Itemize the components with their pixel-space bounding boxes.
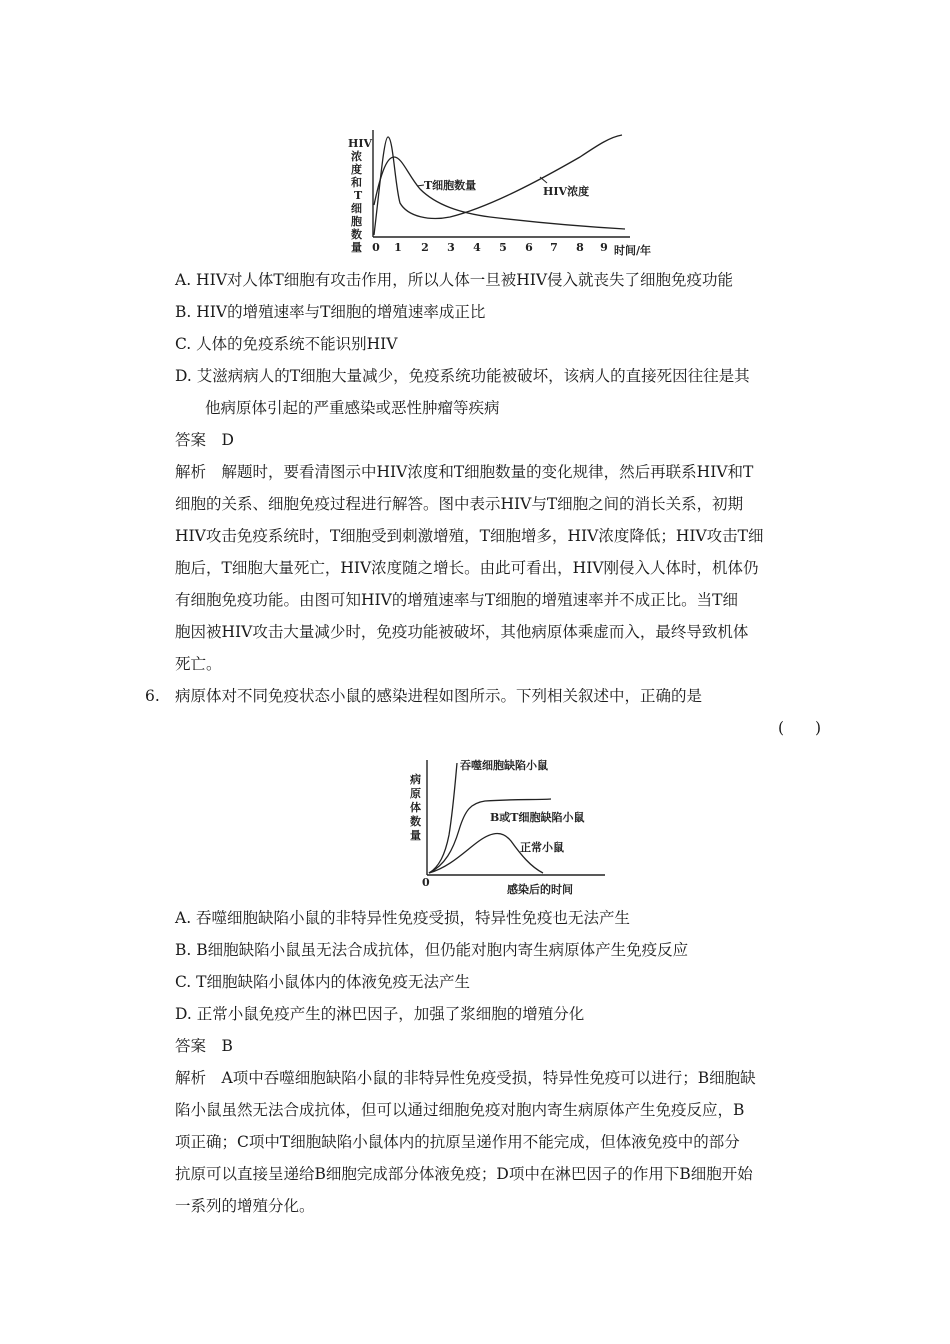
svg-text:量: 量	[410, 829, 421, 842]
q6-option-a: A. 吞噬细胞缺陷小鼠的非特异性免疫受损，特异性免疫也无法产生	[175, 909, 631, 927]
svg-text:和: 和	[351, 176, 362, 189]
svg-text:度: 度	[351, 163, 362, 176]
q6-analysis-line: 一系列的增殖分化。	[175, 1197, 315, 1215]
hiv-label: HIV浓度	[543, 185, 590, 198]
q5-option-d: D. 艾滋病病人的T细胞大量减少，免疫系统功能被破坏，该病人的直接死因往往是其	[175, 367, 750, 385]
svg-text:浓: 浓	[351, 150, 362, 163]
q6-analysis-line: 项正确；C项中T细胞缺陷小鼠体内的抗原呈递作用不能完成，但体液免疫中的部分	[175, 1133, 740, 1151]
q5-analysis-line: 细胞的关系、细胞免疫过程进行解答。图中表示HIV与T细胞之间的消长关系，初期	[175, 495, 744, 513]
q6-bracket: ( )	[778, 719, 822, 737]
svg-text:原: 原	[410, 787, 421, 800]
q5-option-a: A. HIV对人体T细胞有攻击作用，所以人体一旦被HIV侵入就丧失了细胞免疫功能	[175, 271, 734, 289]
t-cell-label: T细胞数量	[424, 179, 477, 192]
q5-answer: 答案 D	[175, 431, 234, 449]
phagocyte-deficient-curve	[429, 763, 457, 873]
q6-answer: 答案 B	[175, 1037, 233, 1055]
x-tick: 0	[372, 241, 380, 254]
pathogen-chart-xlabel: 感染后的时间	[507, 883, 573, 896]
pathogen-chart	[405, 755, 615, 900]
normal-mouse-label: 正常小鼠	[520, 841, 564, 854]
bt-deficient-label: B或T细胞缺陷小鼠	[490, 811, 585, 824]
q6-analysis-line: 抗原可以直接呈递给B细胞完成部分体液免疫；D项中在淋巴因子的作用下B细胞开始	[175, 1165, 753, 1183]
q5-option-c: C. 人体的免疫系统不能识别HIV	[175, 335, 398, 353]
svg-text:HIV: HIV	[348, 137, 373, 150]
q6-option-d: D. 正常小鼠免疫产生的淋巴因子，加强了浆细胞的增殖分化	[175, 1005, 585, 1023]
x-tick: 1	[394, 241, 402, 254]
q5-analysis-line: 胞后，T细胞大量死亡，HIV浓度随之增长。由此可看出，HIV刚侵入人体时，机体仍	[175, 559, 759, 577]
hiv-chart	[340, 125, 660, 260]
phagocyte-deficient-label: 吞噬细胞缺陷小鼠	[460, 759, 548, 772]
hiv-chart-xlabel: 时间/年	[614, 244, 652, 257]
hiv-chart-ylabel	[348, 137, 373, 254]
q6-option-c: C. T细胞缺陷小鼠体内的体液免疫无法产生	[175, 973, 471, 991]
x-tick: 6	[525, 241, 533, 254]
x-tick: 4	[473, 241, 481, 254]
q5-analysis-line: 死亡。	[175, 655, 222, 673]
svg-text:胞: 胞	[351, 215, 362, 228]
svg-text:细: 细	[351, 202, 362, 215]
pathogen-chart-origin: 0	[422, 876, 430, 889]
q6-number: 6.	[145, 687, 160, 705]
x-tick: 5	[499, 241, 507, 254]
svg-text:体: 体	[410, 801, 421, 814]
x-tick: 7	[550, 241, 558, 254]
q5-analysis-line: 胞因被HIV攻击大量减少时，免疫功能被破坏，其他病原体乘虚而入，最终导致机体	[175, 623, 749, 641]
q6-analysis-line: 解析 A项中吞噬细胞缺陷小鼠的非特异性免疫受损，特异性免疫可以进行；B细胞缺	[175, 1069, 756, 1087]
q6-option-b: B. B细胞缺陷小鼠虽无法合成抗体，但仍能对胞内寄生病原体产生免疫反应	[175, 941, 689, 959]
svg-text:量: 量	[351, 241, 362, 254]
q5-analysis-line: HIV攻击免疫系统时，T细胞受到刺激增殖，T细胞增多，HIV浓度降低；HIV攻击T细	[175, 527, 764, 545]
q5-option-d-cont: 他病原体引起的严重感染或恶性肿瘤等疾病	[205, 399, 500, 417]
q5-analysis-line: 解析 解题时，要看清图示中HIV浓度和T细胞数量的变化规律，然后再联系HIV和T	[175, 463, 754, 481]
svg-text:数: 数	[410, 815, 421, 828]
hiv-chart-x-ticks	[372, 241, 608, 254]
pathogen-chart-ylabel	[409, 772, 421, 842]
svg-text:数: 数	[351, 228, 362, 241]
svg-text:病: 病	[410, 773, 421, 786]
q6-stem: 病原体对不同免疫状态小鼠的感染进程如图所示。下列相关叙述中，正确的是	[175, 687, 703, 705]
x-tick: 8	[576, 241, 584, 254]
q5-analysis-line: 有细胞免疫功能。由图可知HIV的增殖速率与T细胞的增殖速率并不成正比。当T细	[175, 591, 739, 609]
x-tick: 3	[447, 241, 455, 254]
svg-text:T: T	[354, 189, 363, 202]
x-tick: 9	[600, 241, 608, 254]
x-tick: 2	[421, 241, 429, 254]
q6-analysis-line: 陷小鼠虽然无法合成抗体，但可以通过细胞免疫对胞内寄生病原体产生免疫反应，B	[175, 1101, 745, 1119]
q5-option-b: B. HIV的增殖速率与T细胞的增殖速率成正比	[175, 303, 486, 321]
